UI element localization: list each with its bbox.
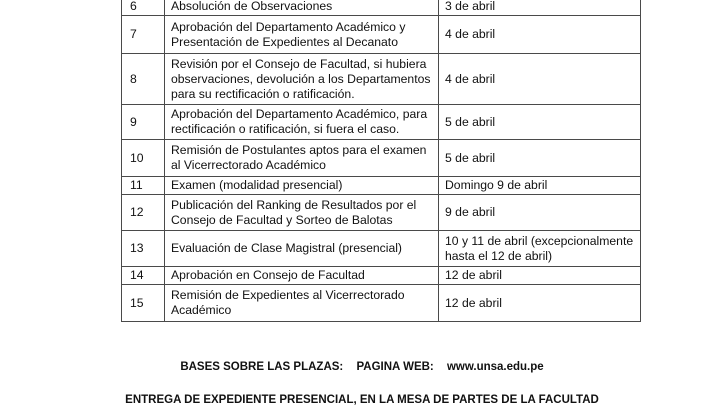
row-date: 10 y 11 de abril (excepcionalmente hasta el 12 de abril) — [439, 231, 641, 267]
row-number: 13 — [122, 231, 165, 267]
schedule-table — [121, 0, 641, 322]
row-number: 11 — [122, 177, 165, 195]
row-date: 12 de abril — [439, 267, 641, 285]
row-date: 4 de abril — [439, 54, 641, 105]
row-activity: Aprobación en Consejo de Facultad — [165, 267, 439, 285]
row-activity: Remisión de Expedientes al Vicerrectorado Académico — [165, 285, 439, 322]
row-activity: Examen (modalidad presencial) — [165, 177, 439, 195]
row-number: 15 — [122, 285, 165, 322]
table-row — [122, 267, 641, 285]
table-row — [122, 177, 641, 195]
web-url-link[interactable]: www.unsa.edu.pe — [446, 361, 544, 373]
table-row — [122, 54, 641, 105]
row-activity: Revisión por el Consejo de Facultad, si hubiera observaciones, devolución a los Departamentos para su rectificación o ratificación. — [165, 54, 439, 105]
row-number: 10 — [122, 140, 165, 177]
table-row — [122, 105, 641, 140]
row-number: 9 — [122, 105, 165, 140]
bases-label: BASES SOBRE LAS PLAZAS: — [180, 361, 344, 373]
row-number: 12 — [122, 195, 165, 231]
table-row — [122, 231, 641, 267]
row-activity: Remisión de Postulantes aptos para el examen al Vicerrectorado Académico — [165, 140, 439, 177]
row-activity: Evaluación de Clase Magistral (presencial) — [165, 231, 439, 267]
row-number: 7 — [122, 16, 165, 54]
row-date: 3 de abril — [439, 0, 641, 16]
row-date: 5 de abril — [439, 105, 641, 140]
row-date: 5 de abril — [439, 140, 641, 177]
row-date: 4 de abril — [439, 16, 641, 54]
bases-line — [0, 361, 724, 373]
row-activity: Aprobación del Departamento Académico y Presentación de Expedientes al Decanato — [165, 16, 439, 54]
row-number: 8 — [122, 54, 165, 105]
row-date: Domingo 9 de abril — [439, 177, 641, 195]
row-activity: Aprobación del Departamento Académico, para rectificación o ratificación, si fuera el caso. — [165, 105, 439, 140]
entrega-line: ENTREGA DE EXPEDIENTE PRESENCIAL, EN LA MESA DE PARTES DE LA FACULTAD — [125, 394, 599, 406]
row-activity: Absolución de Observaciones — [165, 0, 439, 16]
row-date: 12 de abril — [439, 285, 641, 322]
row-date: 9 de abril — [439, 195, 641, 231]
table-row — [122, 140, 641, 177]
row-activity: Publicación del Ranking de Resultados por el Consejo de Facultad y Sorteo de Balotas — [165, 195, 439, 231]
table-row — [122, 16, 641, 54]
row-number: 14 — [122, 267, 165, 285]
table-row — [122, 195, 641, 231]
table-row — [122, 0, 641, 16]
row-number: 6 — [122, 0, 165, 16]
web-label: PAGINA WEB: — [356, 361, 434, 373]
table-row — [122, 285, 641, 322]
